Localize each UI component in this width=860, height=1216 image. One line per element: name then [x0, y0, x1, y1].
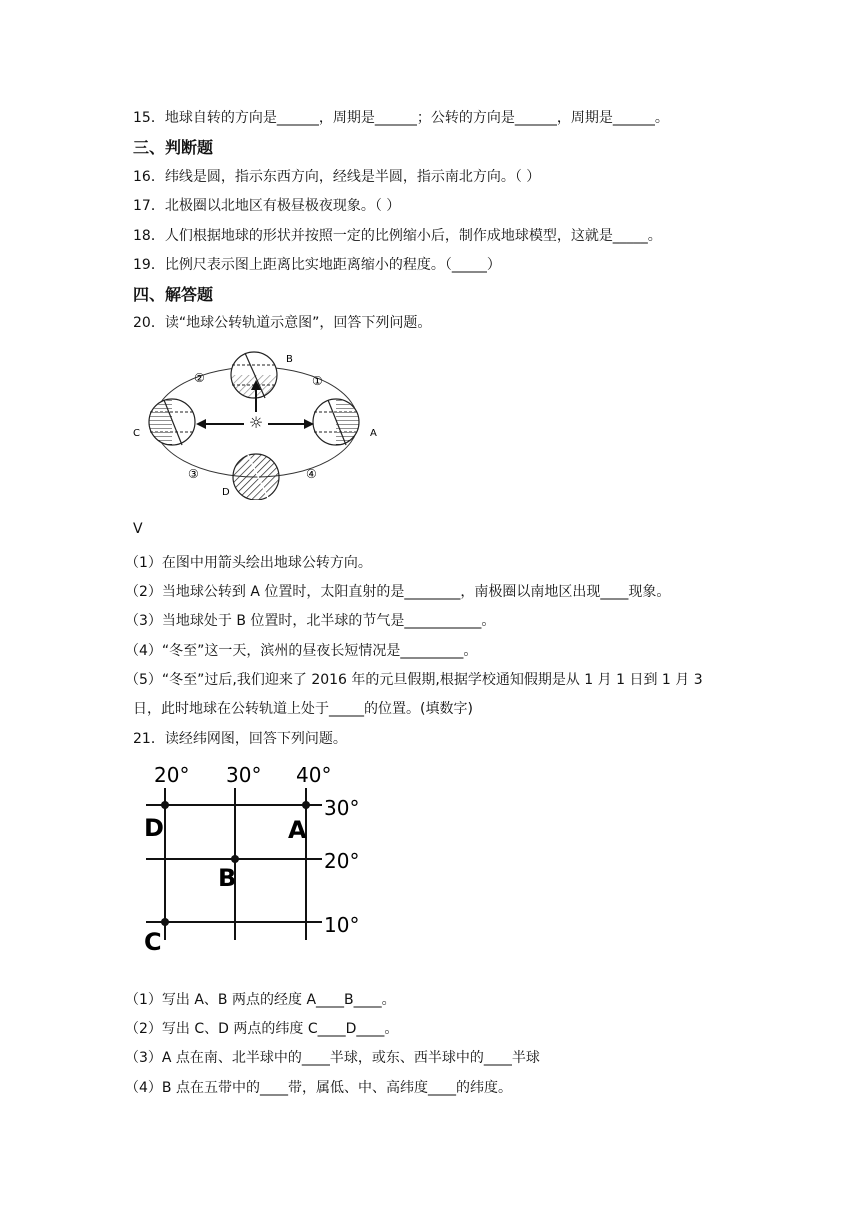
season-marker-4: ④	[306, 467, 317, 481]
longitude-label-40: 40°	[296, 763, 332, 787]
section-heading-judgement: 三、判断题	[133, 138, 214, 157]
orbit-diagram	[128, 340, 390, 500]
point-a	[302, 801, 310, 809]
point-label-b: B	[218, 864, 237, 892]
point-b	[231, 855, 239, 863]
season-marker-3: ③	[188, 467, 199, 481]
question-17: 17．北极圈以北地区有极昼极夜现象。（ ）	[133, 198, 401, 214]
label-b: B	[286, 354, 293, 365]
question-20-4: （4）“冬至”这一天，滨州的昼夜长短情况是_________。	[125, 643, 478, 659]
question-18: 18．人们根据地球的形状并按照一定的比例缩小后，制作成地球模型，这就是_____。	[133, 228, 662, 244]
label-d: D	[222, 487, 230, 498]
question-21-1: （1）写出 A、B 两点的经度 A____B____。	[125, 992, 396, 1008]
question-20: 20．读“地球公转轨道示意图”，回答下列问题。	[133, 315, 432, 331]
latitude-label-10: 10°	[324, 913, 360, 937]
label-a: A	[370, 428, 377, 439]
question-21-2: （2）写出 C、D 两点的纬度 C____D____。	[125, 1021, 399, 1037]
question-20-2: （2）当地球公转到 A 位置时，太阳直射的是________，南极圈以南地区出现____现象。	[125, 584, 671, 600]
longitude-label-20: 20°	[154, 763, 190, 787]
question-20-5a: （5）“冬至”过后,我们迎来了 2016 年的元旦假期,根据学校通知假期是从 1 月 1 日到 1 月 3	[125, 672, 703, 688]
sun-icon: ☼	[248, 413, 264, 432]
question-20-1: （1）在图中用箭头绘出地球公转方向。	[125, 555, 372, 571]
earth-position-b	[231, 352, 277, 398]
longitude-label-30: 30°	[226, 763, 262, 787]
season-marker-2: ②	[194, 371, 205, 385]
point-label-a: A	[288, 816, 307, 844]
stray-letter: V	[133, 521, 143, 537]
latlong-grid-diagram	[138, 758, 368, 958]
question-19: 19．比例尺表示图上距离比实地距离缩小的程度。（_____）	[133, 257, 501, 273]
question-16: 16．纬线是圆，指示东西方向，经线是半圆，指示南北方向。（ ）	[133, 169, 541, 185]
question-21: 21．读经纬网图，回答下列问题。	[133, 731, 347, 747]
section-heading-answers: 四、解答题	[133, 285, 214, 304]
earth-position-d	[233, 454, 279, 500]
point-d	[161, 801, 169, 809]
latitude-label-20: 20°	[324, 849, 360, 873]
earth-position-c	[149, 399, 195, 445]
season-marker-1: ①	[312, 374, 323, 388]
point-label-c: C	[144, 928, 162, 956]
earth-position-a	[313, 399, 359, 445]
question-21-4: （4）B 点在五带中的____带，属低、中、高纬度____的纬度。	[125, 1080, 512, 1096]
question-21-3: （3）A 点在南、北半球中的____半球，或东、西半球中的____半球	[125, 1050, 540, 1066]
question-20-5b: 日，此时地球在公转轨道上处于_____的位置。(填数字)	[133, 701, 473, 717]
point-c	[161, 918, 169, 926]
point-label-d: D	[144, 814, 164, 842]
question-20-3: （3）当地球处于 B 位置时，北半球的节气是___________。	[125, 613, 496, 629]
latitude-label-30: 30°	[324, 796, 360, 820]
question-15: 15．地球自转的方向是______，周期是______；公转的方向是______，周期是______。	[133, 110, 669, 126]
label-c: C	[133, 428, 140, 439]
